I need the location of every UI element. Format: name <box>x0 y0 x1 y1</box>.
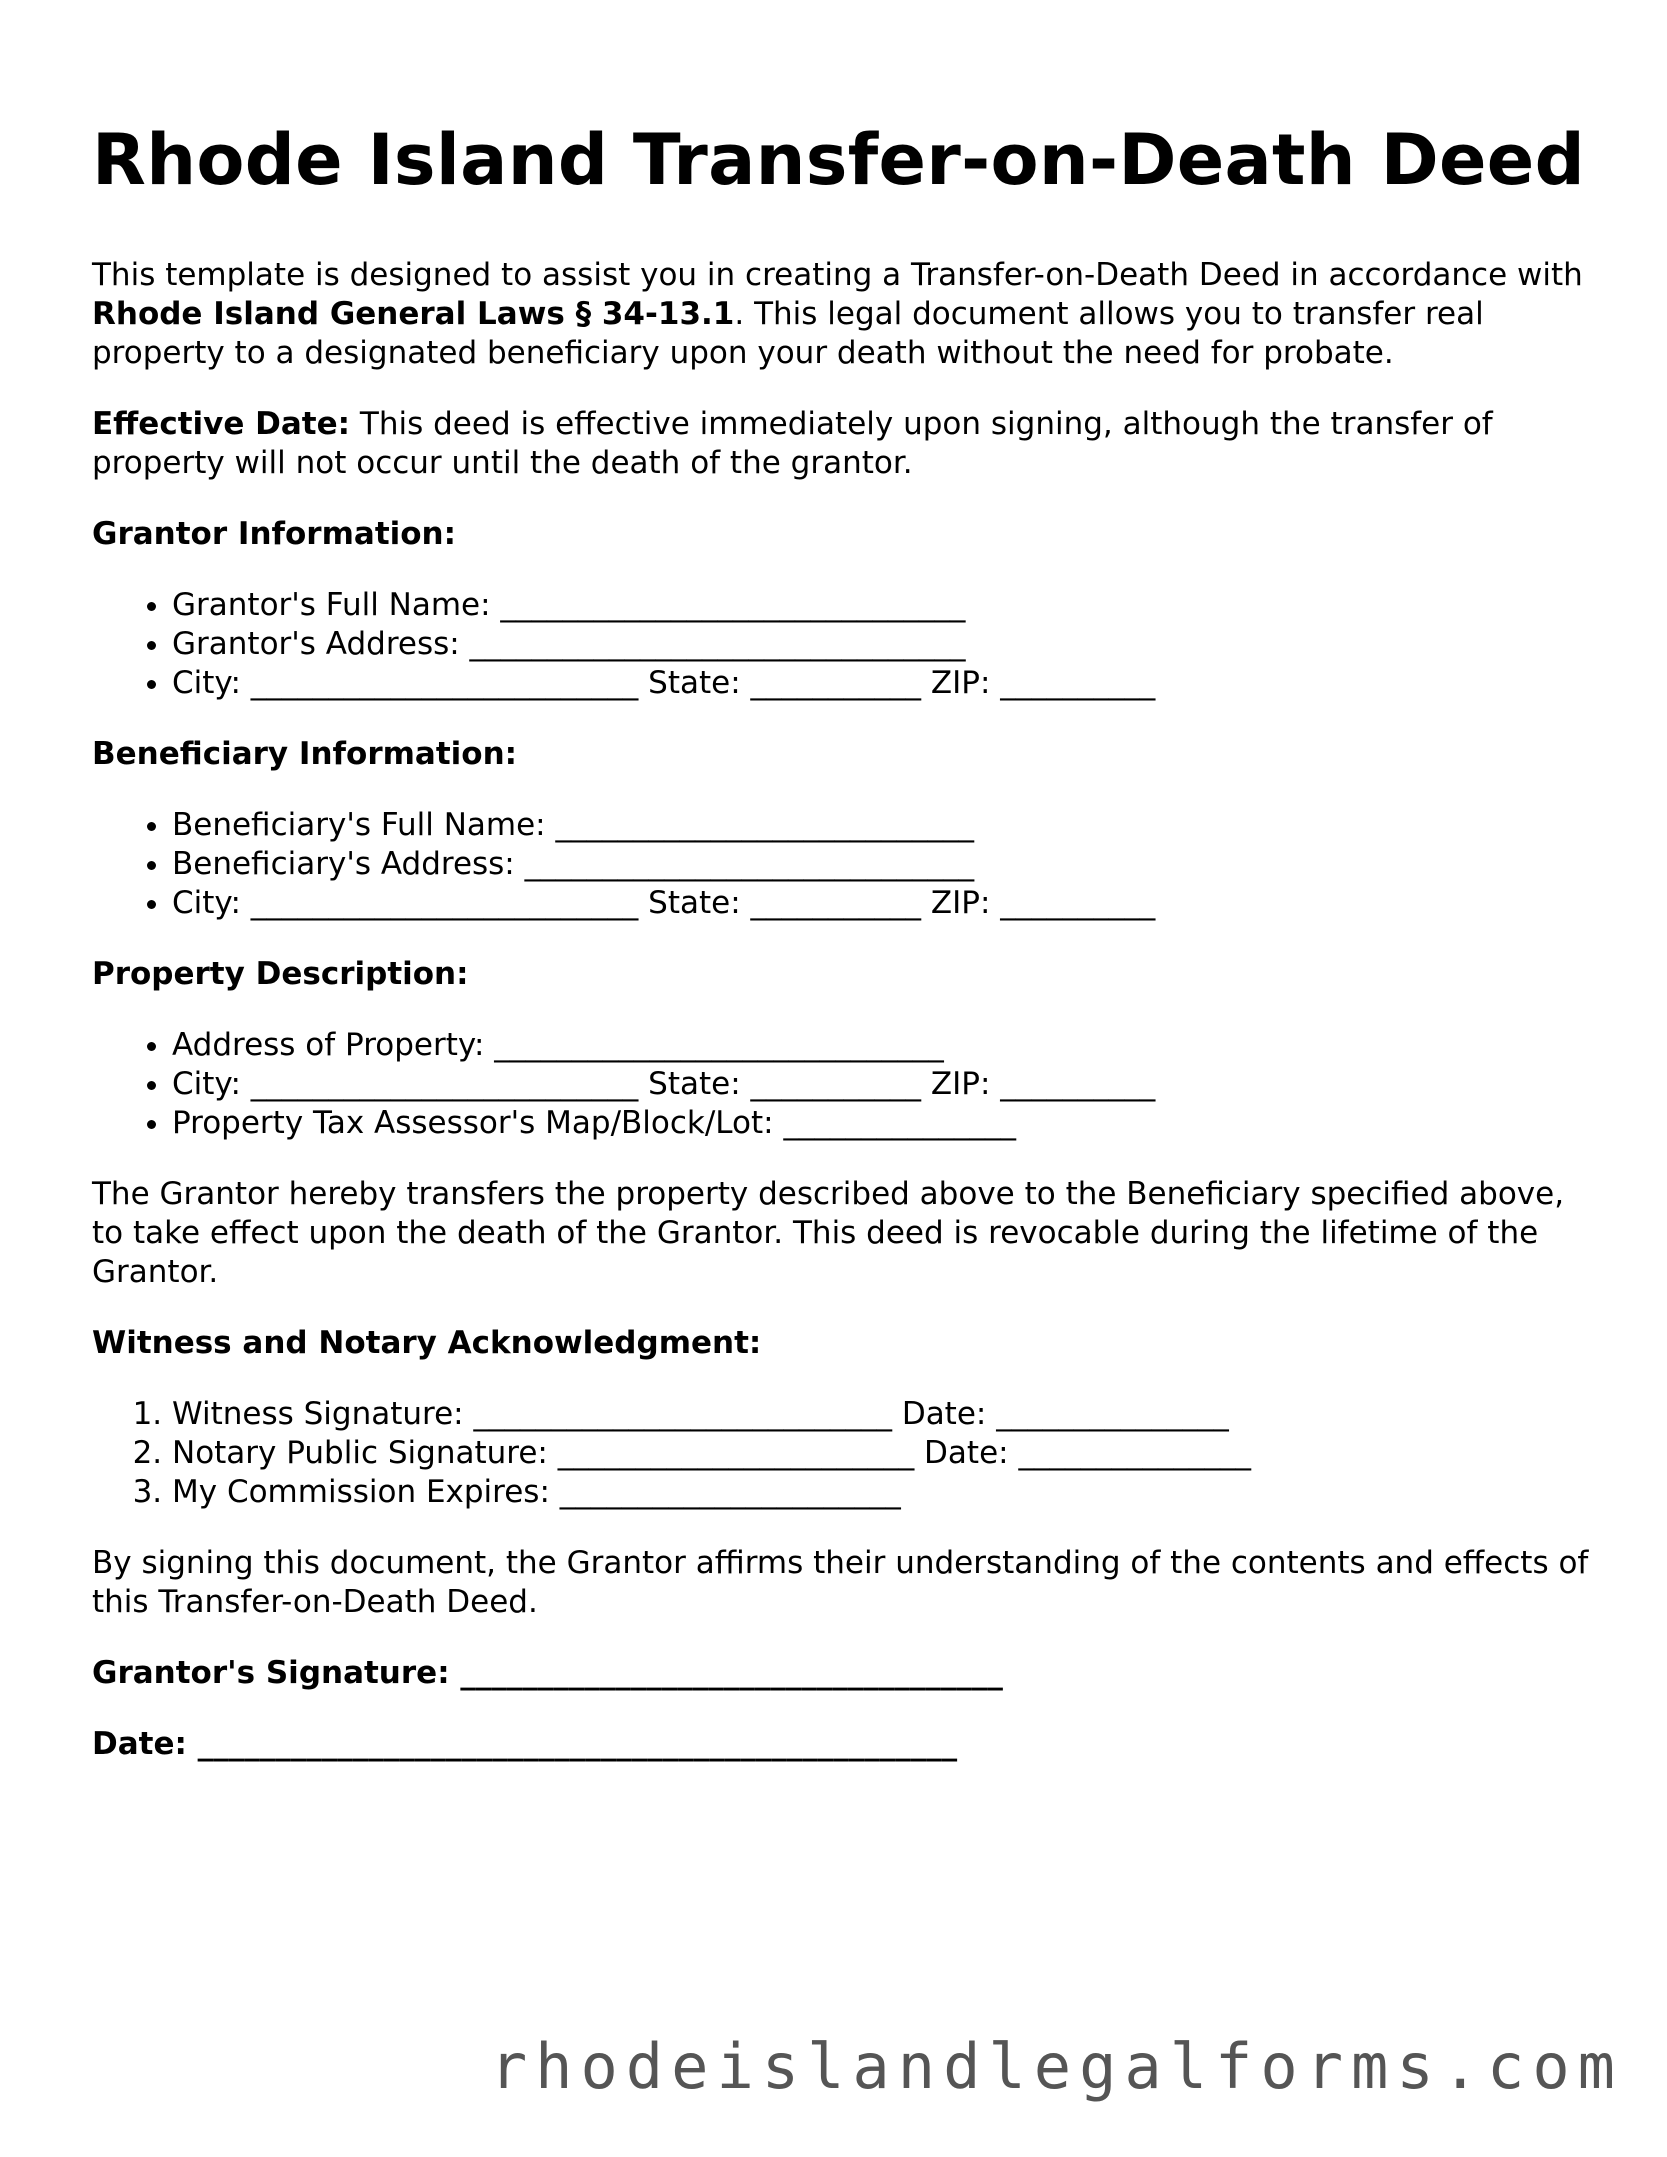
witness-list <box>92 1395 1592 1512</box>
effective-date-paragraph <box>92 405 1592 483</box>
notary-signature-field[interactable]: 2. Notary Public Signature: _______________________ Date: _______________ <box>172 1434 1592 1473</box>
grantor-heading: Grantor Information: <box>92 516 457 552</box>
beneficiary-city-state-zip-field[interactable]: • City: _________________________ State: ___________ ZIP: __________ <box>172 884 1592 923</box>
property-heading: Property Description: <box>92 956 469 992</box>
document-page <box>92 118 1592 1764</box>
grantor-name-field[interactable]: • Grantor's Full Name: ______________________________ <box>172 586 1592 625</box>
witness-heading: Witness and Notary Acknowledgment: <box>92 1325 762 1361</box>
property-map-block-lot-field[interactable]: • Property Tax Assessor's Map/Block/Lot: _______________ <box>172 1104 1592 1143</box>
effective-date-text: This deed is effective immediately upon signing, although the transfer of property will not occur until the death of the grantor. <box>92 406 1493 481</box>
transfer-paragraph: The Grantor hereby transfers the property described above to the Beneficiary specified above, to take effect upon the death of the Grantor. This deed is revocable during the lifetime of the Grantor. <box>92 1176 1565 1290</box>
beneficiary-list <box>92 806 1592 923</box>
intro-text-end: . This legal document allows you to transfer real property to a designated beneficiary upon your death without the need for probate. <box>92 296 1484 371</box>
property-city-state-zip-field[interactable]: • City: _________________________ State: ___________ ZIP: __________ <box>172 1065 1592 1104</box>
property-address-field[interactable]: • Address of Property: _____________________________ <box>172 1026 1592 1065</box>
beneficiary-address-field[interactable]: • Beneficiary's Address: _____________________________ <box>172 845 1592 884</box>
affirm-paragraph: By signing this document, the Grantor affirms their understanding of the contents and effects of this Transfer-on-Death Deed. <box>92 1545 1589 1620</box>
property-list <box>92 1026 1592 1143</box>
witness-signature-field[interactable]: 1. Witness Signature: ___________________________ Date: _______________ <box>172 1395 1592 1434</box>
effective-date-label: Effective Date: <box>92 406 351 442</box>
intro-paragraph <box>92 256 1592 373</box>
site-watermark: rhodeislandlegalforms.com <box>489 2030 1623 2103</box>
intro-text-start: This template is designed to assist you in creating a Transfer-on-Death Deed in accordance with <box>92 257 1583 293</box>
grantor-address-field[interactable]: • Grantor's Address: ________________________________ <box>172 625 1592 664</box>
law-citation: Rhode Island General Laws § 34-13.1 <box>92 296 735 332</box>
commission-expires-field[interactable]: 3. My Commission Expires: ______________________ <box>172 1473 1592 1512</box>
grantor-signature-field[interactable]: Grantor's Signature: ___________________________________ <box>92 1655 1003 1691</box>
grantor-city-state-zip-field[interactable]: • City: _________________________ State: ___________ ZIP: __________ <box>172 664 1592 703</box>
document-title: Rhode Island Transfer-on-Death Deed <box>92 119 1585 201</box>
beneficiary-heading: Beneficiary Information: <box>92 736 518 772</box>
beneficiary-name-field[interactable]: • Beneficiary's Full Name: ___________________________ <box>172 806 1592 845</box>
grantor-list <box>92 586 1592 703</box>
date-field[interactable]: Date: _________________________________________________ <box>92 1726 958 1762</box>
